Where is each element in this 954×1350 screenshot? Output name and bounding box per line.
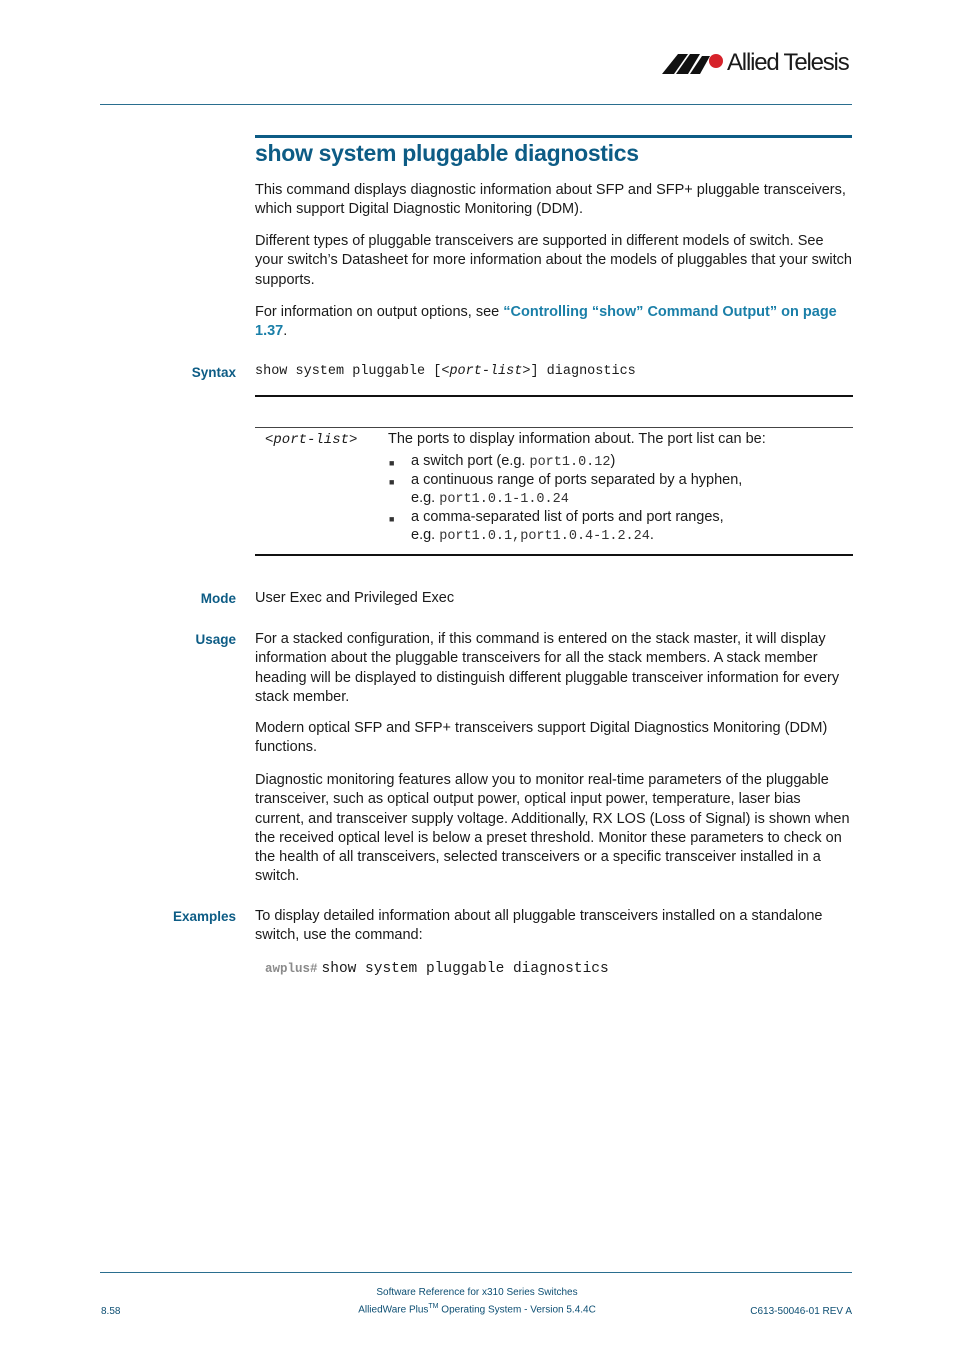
usage-paragraph-3: Diagnostic monitoring features allow you to monitor real-time parameters of the pluggable transceiver, such as optical output power, optical input power, temperature, laser bias current, and transceiver supply voltage. Additionally, RX LOS (Loss of Signal) is shown when the received optical level is below a preset threshold. Monitor these parameters to check on the health of all transceivers, selected transceivers or a specific transceiver installed in a switch. (255, 772, 850, 885)
logo-mark-icon (662, 50, 726, 76)
bullet-item-1: a switch port (e.g. port1.0.12) (411, 453, 616, 470)
syntax-label: Syntax (191, 365, 236, 380)
output-options-link[interactable]: “Controlling “show” Command Output” on page 1.37 (255, 304, 837, 340)
syntax-line: show system pluggable [<port-list>] diagnostics (255, 364, 636, 379)
header-divider (100, 104, 852, 105)
examples-label: Examples (172, 909, 236, 924)
table-top-rule (255, 395, 853, 397)
footer-os-version: AlliedWare Plus™ Operating System - Version 5.4.4C (358, 1303, 596, 1316)
footer-title: Software Reference for x310 Series Switches (376, 1287, 578, 1298)
usage-label: Usage (195, 632, 236, 647)
command-text: show system pluggable diagnostics (321, 961, 609, 977)
intro-paragraph-2: Different types of pluggable transceivers are supported in different models of switch. See your switch’s Datasheet for more information about the models of pluggables that your switch supports. (255, 233, 852, 288)
mode-text: User Exec and Privileged Exec (255, 590, 455, 606)
bullet-item-3: a comma-separated list of ports and port ranges, e.g. port1.0.1,port1.0.4-1.2.24. (411, 509, 724, 544)
example-command (265, 960, 609, 977)
allied-telesis-logo (662, 50, 854, 78)
param-description: The ports to display information about. The port list can be: (388, 431, 766, 447)
page-number: 8.58 (101, 1306, 121, 1317)
doc-id: C613-50046-01 REV A (750, 1306, 852, 1317)
output-options-paragraph: For information on output options, see “Controlling “show” Command Output” on page 1.37. (255, 304, 837, 340)
param-name: <port-list> (265, 432, 358, 448)
title-rule (255, 135, 852, 138)
bullet-icon: ■ (389, 514, 395, 524)
syntax-param: port-list (449, 364, 523, 379)
mode-label: Mode (200, 591, 236, 606)
intro-paragraph-1: This command displays diagnostic information about SFP and SFP+ pluggable transceivers, which support Digital Diagnostic Monitoring (DDM). (255, 182, 846, 218)
command-prompt: awplus# (265, 962, 318, 976)
table-bottom-rule (255, 554, 853, 556)
examples-text: To display detailed information about all pluggable transceivers installed on a standalone switch, use the command: (255, 908, 823, 944)
bullet-item-2: a continuous range of ports separated by a hyphen, e.g. port1.0.1-1.0.24 (411, 472, 743, 507)
usage-paragraph-1: For a stacked configuration, if this command is entered on the stack master, it will display information about the pluggable transceivers for all the stack members. A stack member heading will be displayed to distinguish different pluggable transceiver information for every stack member. (255, 631, 840, 705)
usage-paragraph-2: Modern optical SFP and SFP+ transceivers support Digital Diagnostics Monitoring (DDM) functions. (255, 720, 828, 756)
logo-text: Allied Telesis (727, 49, 849, 76)
page-title: show system pluggable diagnostics (255, 140, 639, 166)
bullet-icon: ■ (389, 477, 395, 487)
footer-divider (100, 1272, 852, 1273)
table-header-rule (255, 427, 853, 428)
bullet-icon: ■ (389, 458, 395, 468)
